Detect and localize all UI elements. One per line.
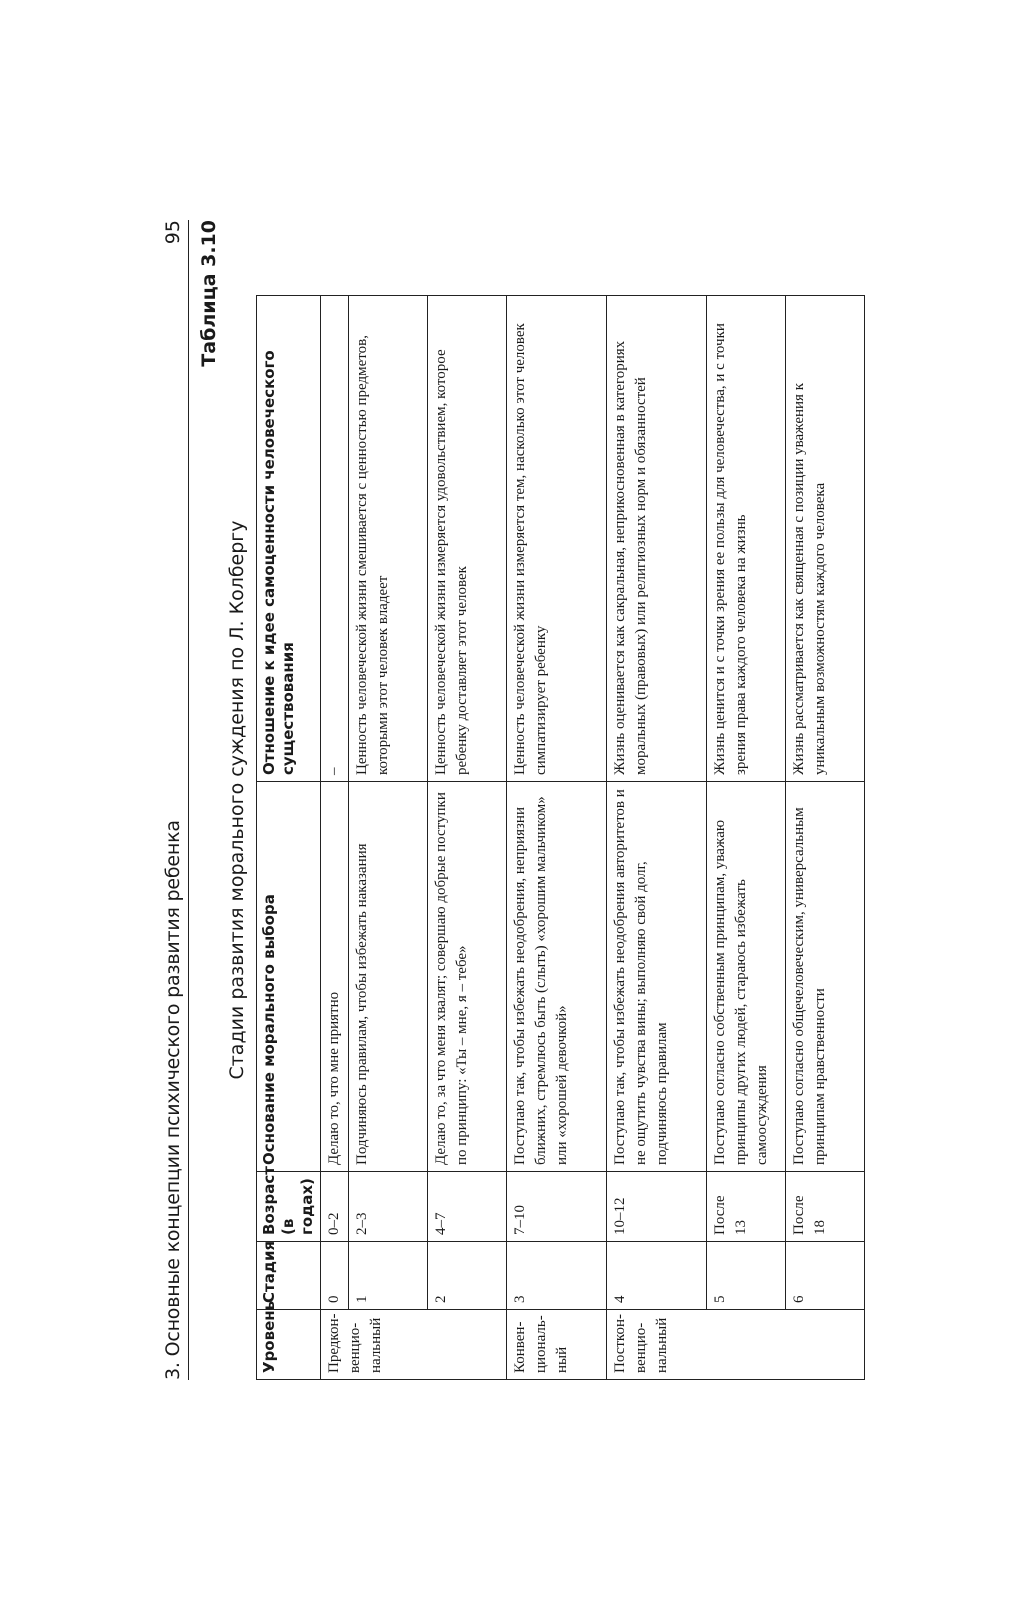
header-stage: Стадия bbox=[257, 1242, 321, 1310]
basis-cell: Поступаю так, чтобы избежать неодобрения, неприязни ближних, стремлюсь быть (слыть) «хорошим мальчиком» или «хорошей девочкой» bbox=[507, 782, 607, 1172]
header-level: Уровень bbox=[257, 1310, 321, 1380]
table-row bbox=[707, 296, 786, 1380]
table-row bbox=[349, 296, 428, 1380]
basis-cell: Поступаю согласно собственным принципам, уважаю принципы других людей, стараюсь избежать самоосуждения bbox=[707, 782, 786, 1172]
table-header-row bbox=[257, 296, 321, 1380]
relation-cell: Жизнь рассматривается как священная с позиции уважения к уникальным возможностям каждого человека bbox=[786, 296, 865, 782]
relation-cell: Ценность человеческой жизни измеряется тем, насколько этот человек симпатизирует ребенку bbox=[507, 296, 607, 782]
level-cell: Конвен-циональ-ный bbox=[507, 1310, 607, 1380]
level-cell: Посткон-венцио-нальный bbox=[607, 1310, 865, 1380]
basis-cell: Делаю то, что мне приятно bbox=[321, 782, 349, 1172]
basis-cell: Подчиняюсь правилам, чтобы избежать наказания bbox=[349, 782, 428, 1172]
header-age: Возраст (в годах) bbox=[257, 1172, 321, 1242]
header-relation: Отношение к идее самоценности человеческого существования bbox=[257, 296, 321, 782]
age-cell: 2–3 bbox=[349, 1172, 428, 1242]
table-row bbox=[607, 296, 707, 1380]
age-cell: 7–10 bbox=[507, 1172, 607, 1242]
stage-cell: 2 bbox=[428, 1242, 507, 1310]
relation-cell: Ценность человеческой жизни смешивается с ценностью предметов, которыми этот человек владеет bbox=[349, 296, 428, 782]
table-row bbox=[786, 296, 865, 1380]
running-title: 3. Основные концепции психического развития ребенка bbox=[162, 820, 184, 1380]
age-cell: После 13 bbox=[707, 1172, 786, 1242]
age-cell: 0–2 bbox=[321, 1172, 349, 1242]
relation-cell: Жизнь ценится и с точки зрения ее пользы для человечества, и с точки зрения права каждого человека на жизнь bbox=[707, 296, 786, 782]
page-number: 95 bbox=[162, 220, 184, 245]
age-cell: 10–12 bbox=[607, 1172, 707, 1242]
basis-cell: Делаю то, за что меня хвалят; совершаю добрые поступки по принципу: «Ты – мне, я – тебе» bbox=[428, 782, 507, 1172]
table-row bbox=[428, 296, 507, 1380]
level-cell: Предкон-венцио-нальный bbox=[321, 1310, 507, 1380]
stage-cell: 4 bbox=[607, 1242, 707, 1310]
table-number: Таблица 3.10 bbox=[198, 220, 220, 367]
age-cell: После 18 bbox=[786, 1172, 865, 1242]
basis-cell: Поступаю согласно общечеловеческим, универсальным принципам нравственности bbox=[786, 782, 865, 1172]
age-cell: 4–7 bbox=[428, 1172, 507, 1242]
relation-cell: Ценность человеческой жизни измеряется удовольствием, которое ребенку доставляет этот человек bbox=[428, 296, 507, 782]
stage-cell: 5 bbox=[707, 1242, 786, 1310]
relation-cell: Жизнь оценивается как сакральная, неприкосновенная в категориях моральных (правовых) или религиозных норм и обязанностей bbox=[607, 296, 707, 782]
stage-cell: 1 bbox=[349, 1242, 428, 1310]
table-title: Стадии развития морального суждения по Л. Колбергу bbox=[226, 520, 248, 1080]
rotated-book-page bbox=[148, 220, 888, 1380]
relation-cell: – bbox=[321, 296, 349, 782]
stage-cell: 0 bbox=[321, 1242, 349, 1310]
table-row bbox=[507, 296, 607, 1380]
kohlberg-stages-table bbox=[256, 295, 865, 1380]
header-basis: Основание морального выбора bbox=[257, 782, 321, 1172]
table-row bbox=[321, 296, 349, 1380]
stage-cell: 6 bbox=[786, 1242, 865, 1310]
running-head bbox=[148, 220, 189, 1380]
stage-cell: 3 bbox=[507, 1242, 607, 1310]
basis-cell: Поступаю так, чтобы избежать неодобрения авторитетов и не ощутить чувства вины; выполняю свой долг, подчиняюсь правилам bbox=[607, 782, 707, 1172]
